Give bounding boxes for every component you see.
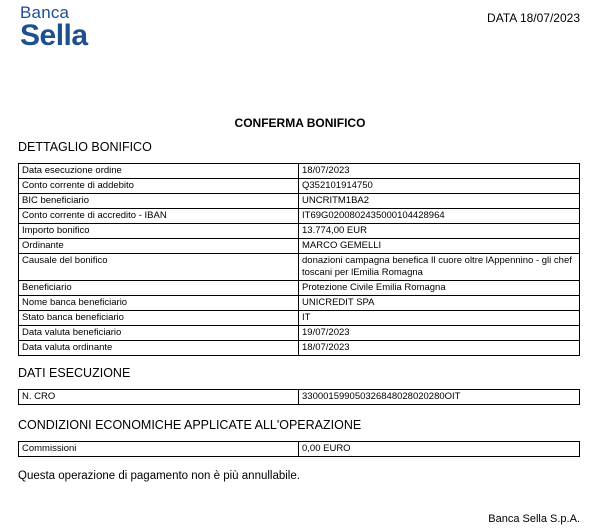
- document-title: CONFERMA BONIFICO: [234, 116, 366, 130]
- row-label: Beneficiario: [19, 281, 299, 296]
- row-value: UNICREDIT SPA: [299, 296, 580, 311]
- table-row: [19, 164, 580, 179]
- section-title-dettaglio: DETTAGLIO BONIFICO: [18, 140, 152, 154]
- row-value: 13.774,00 EUR: [299, 224, 580, 239]
- table-row: [19, 296, 580, 311]
- table-row: [19, 179, 580, 194]
- table-row: [19, 326, 580, 341]
- row-value: 0,00 EURO: [299, 442, 580, 457]
- row-label: Importo bonifico: [19, 224, 299, 239]
- table-row: [19, 311, 580, 326]
- row-label: Data esecuzione ordine: [19, 164, 299, 179]
- non-cancellable-note: Questa operazione di pagamento non è più annullabile.: [18, 470, 300, 482]
- row-value: Q352101914750: [299, 179, 580, 194]
- table-row: [19, 254, 580, 281]
- row-label: Causale del bonifico: [19, 254, 299, 281]
- table-row: [19, 209, 580, 224]
- row-value: UNCRITM1BA2: [299, 194, 580, 209]
- table-row: [19, 194, 580, 209]
- table-row: [19, 224, 580, 239]
- row-label: Ordinante: [19, 239, 299, 254]
- section-title-esecuzione: DATI ESECUZIONE: [18, 366, 131, 380]
- row-label: N. CRO: [19, 390, 299, 405]
- row-value: MARCO GEMELLI: [299, 239, 580, 254]
- table-row: [19, 239, 580, 254]
- row-label: Data valuta ordinante: [19, 341, 299, 356]
- row-label: Conto corrente di addebito: [19, 179, 299, 194]
- logo-line-sella: Sella: [20, 19, 88, 52]
- row-label: BIC beneficiario: [19, 194, 299, 209]
- esecuzione-table: [18, 389, 580, 405]
- dettaglio-table: [18, 163, 580, 356]
- section-title-condizioni: CONDIZIONI ECONOMICHE APPLICATE ALL'OPERAZIONE: [18, 418, 362, 432]
- row-label: Conto corrente di accredito - IBAN: [19, 209, 299, 224]
- table-row: [19, 341, 580, 356]
- row-value: IT69G0200802435000104428964: [299, 209, 580, 224]
- table-row: [19, 281, 580, 296]
- row-value: 19/07/2023: [299, 326, 580, 341]
- row-label: Commissioni: [19, 442, 299, 457]
- row-value: Protezione Civile Emilia Romagna: [299, 281, 580, 296]
- row-value: donazioni campagna benefica Il cuore oltre lAppennino - gli chef toscani per lEmilia Romagna: [299, 254, 580, 281]
- banca-sella-logo: [20, 4, 88, 50]
- row-value: IT: [299, 311, 580, 326]
- row-label: Nome banca beneficiario: [19, 296, 299, 311]
- row-value: 18/07/2023: [299, 341, 580, 356]
- row-label: Data valuta beneficiario: [19, 326, 299, 341]
- document-date: DATA 18/07/2023: [487, 11, 580, 25]
- row-label: Stato banca beneficiario: [19, 311, 299, 326]
- condizioni-table: [18, 441, 580, 457]
- logo-line-banca: Banca: [20, 3, 70, 22]
- table-row: [19, 442, 580, 457]
- row-value: 330001599050326848028020280OIT: [299, 390, 580, 405]
- footer-bank-name: Banca Sella S.p.A.: [488, 513, 580, 525]
- row-value: 18/07/2023: [299, 164, 580, 179]
- table-row: [19, 390, 580, 405]
